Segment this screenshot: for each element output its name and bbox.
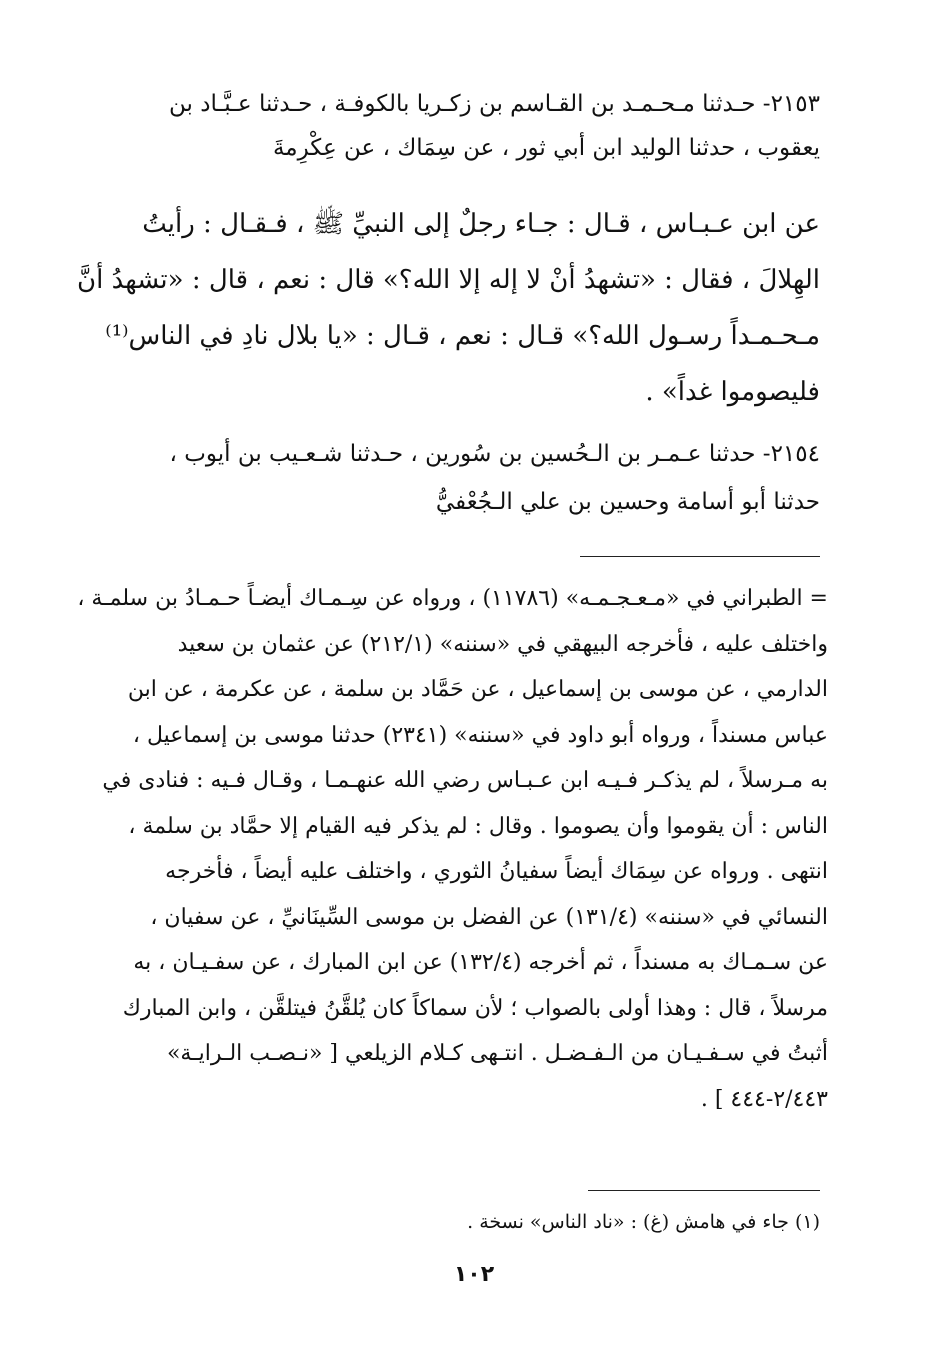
text-line: مـحـمـداً رسـول الله؟» قـال : نعم ، قـال : «يا بلال نادِ في الناس⁽¹⁾ [105, 321, 820, 351]
text-line: به مـرسلاً ، لم يذكـر فـيـه ابن عـبـاس رضي الله عنهـمـا ، وقـال فـيه : فنادى في [102, 768, 828, 793]
footnote [300, 1204, 820, 1240]
text-line: الدارمي ، عن موسى بن إسماعيل ، عن حَمَّاد بن سلمة ، عن عكرمة ، عن ابن [127, 677, 828, 702]
text-line: مرسلاً ، قال : وهذا أولى بالصواب ؛ لأن سماكاً كان يُلقَّنُ فيتلقَّن ، وابن المبارك [122, 995, 828, 1021]
text-line: حدثنا أبو أسامة وحسين بن علي الـجُعْفيُّ [435, 489, 820, 515]
text-line: عن سـمـاك به مسنداً ، ثم أخرجه (١٣٢/٤) عن ابن المبارك ، عن سفـيـان ، به [133, 950, 828, 975]
section-divider [580, 556, 820, 557]
text-line: ٢١٥٣- حـدثنا مـحـمـد بن القـاسم بن زكـريا بالكوفـة ، حـدثنا عـبَّـاد بن [169, 91, 820, 117]
hadith-2153-isnad [108, 82, 820, 170]
text-line: فليصوموا غداً» . [645, 377, 820, 407]
text-line: عباس مسنداً ، ورواه أبو داود في «سننه» (٢٣٤١) حدثنا موسى بن إسماعيل ، [132, 722, 828, 748]
footnote-divider [588, 1190, 820, 1191]
text-line: الناس : أن يقوموا وأن يصوموا . وقال : لم يذكر فيه القيام إلا حمَّاد بن سلمة ، [128, 813, 828, 839]
text-line: عن ابن عـبـاس ، قـال : جـاء رجلٌ إلى النبيِّ ﷺ ، فـقـال : رأيتُ [142, 209, 820, 239]
text-line: يعقوب ، حدثنا الوليد ابن أبي ثور ، عن سِمَاك ، عن عِكْرِمةَ [272, 135, 820, 161]
text-line: أثبتُ في سـفـيـان من الـفـضـل . انتـهى كـلام الزيلعي [ «نـصـب الـرايـة» [166, 1041, 828, 1066]
text-line: الهِلالَ ، فقال : «تشهدُ أنْ لا إله إلا الله؟» قال : نعم ، قال : «تشهدُ أنَّ [77, 265, 820, 295]
text-line: ٢/٤٤٣-٤٤٤ ] . [700, 1086, 828, 1112]
text-line: انتهى . ورواه عن سِمَاك أيضاً سفيانُ الثوري ، واختلف عليه أيضاً ، فأخرجه [165, 859, 828, 884]
page-number: ١٠٢ [453, 1262, 495, 1287]
hadith-2154-isnad [108, 430, 820, 526]
text-line: ٢١٥٤- حدثنا عـمـر بن الـحُسين بن سُورين ، حـدثنا شـعـيب بن أيوب ، [169, 441, 820, 467]
footnote-text: (١) جاء في هامش (غ) : «ناد الناس» نسخة . [467, 1211, 820, 1233]
commentary-block [77, 576, 828, 1122]
text-line: النسائي في «سننه» (١٣١/٤) عن الفضل بن موسى السِّينَانيِّ ، عن سفيان ، [150, 904, 828, 930]
hadith-2153-matn [77, 196, 820, 420]
text-line: = الطبراني في «مـعـجـمـه» (١١٧٨٦) ، ورواه عن سِـمـاك أيضـاً حـمـادُ بن سلمـة ، [77, 586, 828, 611]
text-line: واختلف عليه ، فأخرجه البيهقي في «سننه» (٢١٢/١) عن عثمان بن سعيد [177, 631, 828, 657]
